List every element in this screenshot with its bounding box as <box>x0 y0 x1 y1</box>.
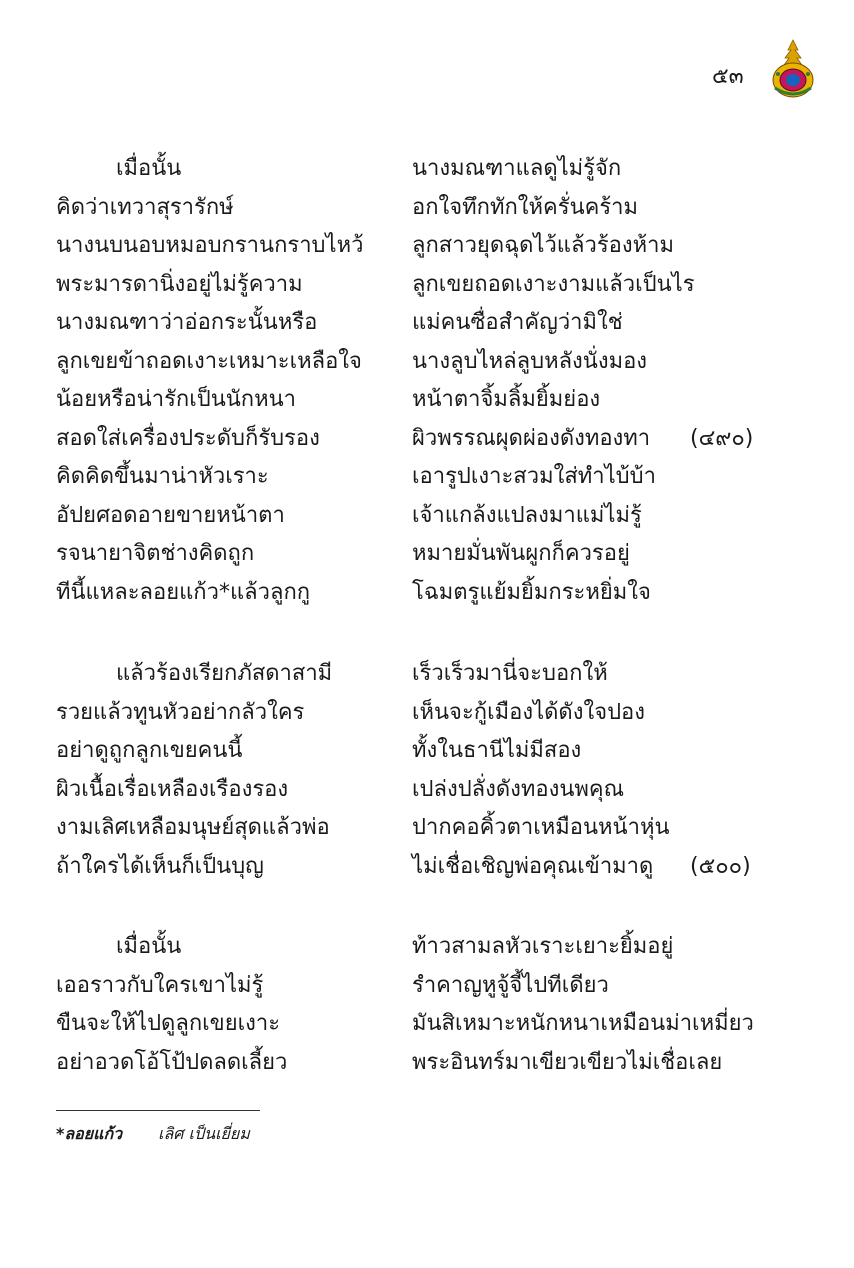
verse-left-half: ขืนจะให้ไปดูลูกเขยเงาะ <box>56 1011 281 1036</box>
verse-left-half: นางมณฑาว่าอ่อกระนั้นหรือ <box>56 310 318 335</box>
verse-line <box>0 655 854 694</box>
verse-line <box>0 227 854 266</box>
verse-right-half: ลูกเขยถอดเงาะงามแล้วเป็นไร <box>412 271 695 297</box>
verse-left-half: คิดคิดขึ้นมาน่าหัวเราะ <box>56 464 269 489</box>
verse-line <box>0 574 854 613</box>
verse-left-half: อัปยศอดอายขายหน้าตา <box>56 502 285 528</box>
verse-left-half: ลูกเขยข้าถอดเงาะเหมาะเหลือใจ <box>56 348 362 374</box>
royal-emblem-icon <box>768 38 818 102</box>
verse-left-half: อย่าอวดโอ้โป้ปดลดเลี้ยว <box>56 1049 288 1075</box>
verse-left-half: ผิวเนื้อเรื่อเหลืองเรืองรอง <box>56 776 289 802</box>
verse-right-half: แม่คนซื่อสำคัญว่ามิใช่ <box>412 310 623 335</box>
verse-right-half: ผิวพรรณผุดผ่องดังทองทา <box>412 425 651 451</box>
verse-left-half: อย่าดูถูกลูกเขยคนนี้ <box>56 738 243 763</box>
verse-left-half: รวยแล้วทูนหัวอย่ากลัวใคร <box>56 699 305 725</box>
verse-left-half: สอดใส่เครื่องประดับก็รับรอง <box>56 425 320 451</box>
verse-line <box>0 967 854 1006</box>
verse-number: (๔๙๐) <box>690 425 754 451</box>
verse-number: (๕๐๐) <box>690 853 751 879</box>
verse-right-half: เห็นจะกู้เมืองได้ดังใจปอง <box>412 699 645 725</box>
verse-right-half: หน้าตาจิ้มลิ้มยิ้มย่อง <box>412 387 601 412</box>
verse-right-half: เอารูปเงาะสวมใส่ทำไบ้บ้า <box>412 464 656 489</box>
stanza-1 <box>0 150 854 612</box>
verse-line <box>0 535 854 574</box>
verse-line <box>0 809 854 848</box>
page-number: ๕๓ <box>712 64 744 89</box>
footnote-term: *ลอยแก้ว <box>56 1124 123 1143</box>
verse-left-half: งามเลิศเหลือมนุษย์สุดแล้วพ่อ <box>56 815 330 840</box>
verse-left-half: นางนบนอบหมอบกรานกราบไหว้ <box>56 233 364 258</box>
verse-right-half: เปล่งปลั่งดังทองนพคุณ <box>412 776 625 802</box>
verse-left-half: แล้วร้องเรียกภัสดาสามี <box>116 661 333 686</box>
verse-right-half: เร็วเร็วมานี่จะบอกให้ <box>412 661 608 686</box>
verse-right-half: นางมณฑาแลดูไม่รู้จัก <box>412 156 622 181</box>
verse-line <box>0 771 854 810</box>
verse-line <box>0 304 854 343</box>
verse-line <box>0 1044 854 1083</box>
verse-right-half: ปากคอคิ้วตาเหมือนหน้าหุ่น <box>412 815 670 840</box>
verse-line <box>0 497 854 536</box>
stanza-3 <box>0 928 854 1082</box>
verse-left-half: คิดว่าเทวาสุรารักษ์ <box>56 194 234 220</box>
verse-line <box>0 420 854 459</box>
verse-line <box>0 266 854 305</box>
verse-left-half: เมื่อนั้น <box>116 934 182 959</box>
verse-right-half: ไม่เชื่อเชิญพ่อคุณเข้ามาดู <box>412 853 654 879</box>
verse-left-half: รจนายาจิตช่างคิดถูก <box>56 541 255 566</box>
verse-right-half: มันสิเหมาะหนักหนาเหมือนม่าเหมี่ยว <box>412 1011 754 1036</box>
verse-line <box>0 458 854 497</box>
footnote-divider <box>56 1110 260 1111</box>
verse-right-half: อกใจทึกทักให้ครั่นคร้าม <box>412 194 639 220</box>
verse-right-half: ท้าวสามลหัวเราะเยาะยิ้มอยู่ <box>412 934 674 959</box>
verse-left-half: เมื่อนั้น <box>116 156 182 181</box>
verse-left-half: ทีนี้แหละลอยแก้ว*แล้วลูกกู <box>56 579 311 605</box>
verse-line <box>0 150 854 189</box>
verse-right-half: นางลูบไหล่ลูบหลังนั่งมอง <box>412 348 648 374</box>
verse-left-half: น้อยหรือน่ารักเป็นนักหนา <box>56 387 296 412</box>
footnote-definition: เลิศ เป็นเยี่ยม <box>158 1124 250 1143</box>
verse-right-half: พระอินทร์มาเขียวเขียวไม่เชื่อเลย <box>412 1049 723 1075</box>
verse-line <box>0 381 854 420</box>
verse-left-half: พระมารดานิ่งอยู่ไม่รู้ความ <box>56 271 303 297</box>
verse-left-half: ถ้าใครได้เห็นก็เป็นบุญ <box>56 853 264 879</box>
verse-line <box>0 694 854 733</box>
verse-right-half: หมายมั่นพันผูกก็ควรอยู่ <box>412 541 630 566</box>
verse-right-half: โฉมตรูแย้มยิ้มกระหยิ่มใจ <box>412 579 651 605</box>
verse-line <box>0 1005 854 1044</box>
verse-line <box>0 732 854 771</box>
verse-right-half: เจ้าแกล้งแปลงมาแม่ไม่รู้ <box>412 502 642 528</box>
verse-right-half: รำคาญหูจู้จี้ไปทีเดียว <box>412 972 609 998</box>
verse-right-half: ลูกสาวยุดฉุดไว้แล้วร้องห้าม <box>412 233 674 258</box>
stanza-2 <box>0 655 854 886</box>
verse-line <box>0 848 854 887</box>
verse-line <box>0 343 854 382</box>
verse-line <box>0 928 854 967</box>
verse-left-half: เออราวกับใครเขาไม่รู้ <box>56 972 264 998</box>
verse-right-half: ทั้งในธานีไม่มีสอง <box>412 738 582 763</box>
verse-line <box>0 189 854 228</box>
